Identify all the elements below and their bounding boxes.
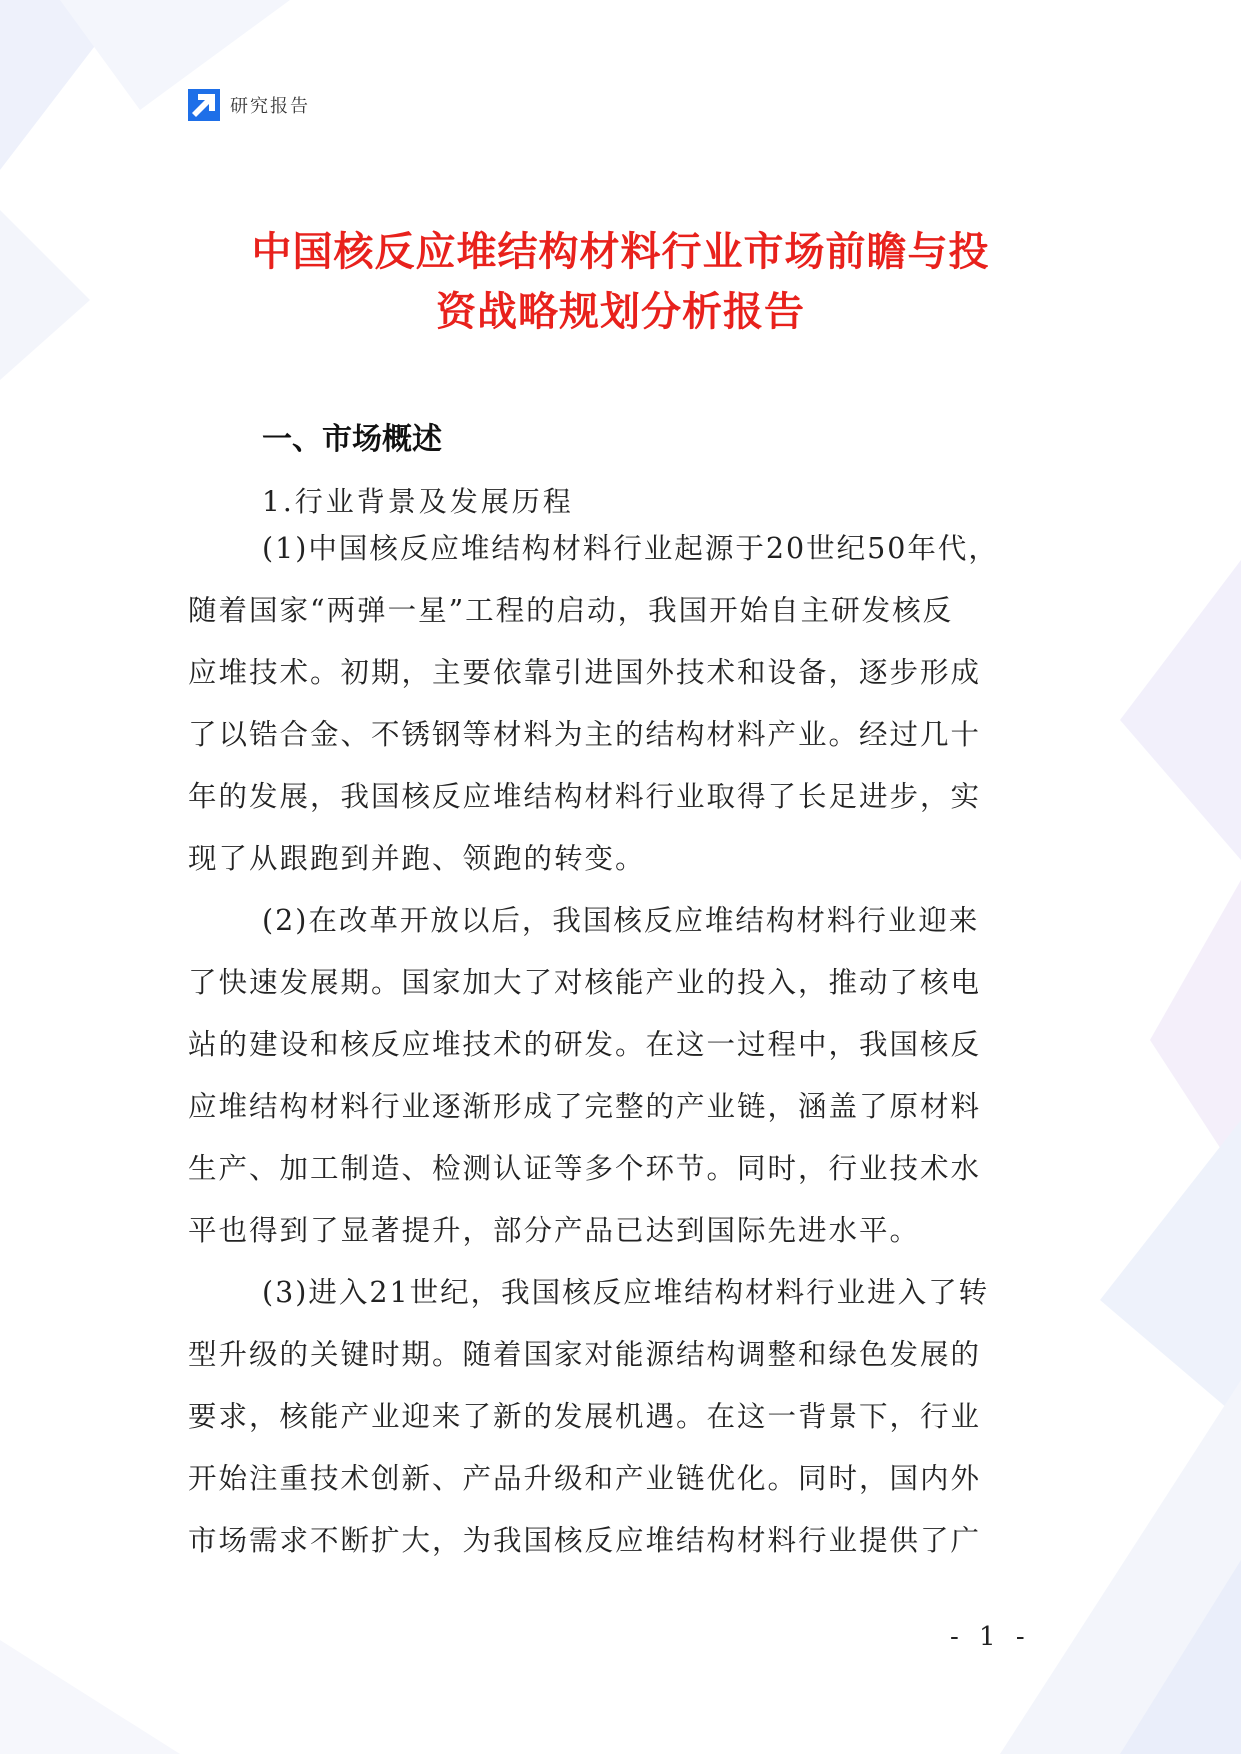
report-title: [190, 222, 1051, 342]
title-line: 资战略规划分析报告: [436, 289, 805, 335]
arrow-up-right-icon: [188, 89, 220, 121]
paragraph-line: (3)进入21世纪，我国核反应堆结构材料行业进入了转: [262, 1276, 990, 1309]
paragraph-line: 站的建设和核反应堆技术的研发。在这一过程中，我国核反: [188, 1028, 982, 1061]
paragraph-line: 平也得到了显著提升，部分产品已达到国际先进水平。: [188, 1214, 921, 1247]
subsection-heading: 1.行业背景及发展历程: [262, 485, 574, 518]
paragraph-line: (1)中国核反应堆结构材料行业起源于20世纪50年代，: [262, 532, 999, 565]
paragraph-line: 生产、加工制造、检测认证等多个环节。同时，行业技术水: [188, 1152, 982, 1185]
paragraph-line: 应堆技术。初期，主要依靠引进国外技术和设备，逐步形成: [188, 656, 982, 689]
brand-label: 研究报告: [230, 96, 310, 117]
paragraph-line: 开始注重技术创新、产品升级和产业链优化。同时，国内外: [188, 1462, 982, 1495]
paragraph: [188, 518, 1053, 890]
paragraph-line: 市场需求不断扩大，为我国核反应堆结构材料行业提供了广: [188, 1524, 982, 1557]
paragraph-line: 要求，核能产业迎来了新的发展机遇。在这一背景下，行业: [188, 1400, 982, 1433]
paragraph-line: (2)在改革开放以后，我国核反应堆结构材料行业迎来: [262, 904, 980, 937]
paragraph-line: 随着国家“两弹一星”工程的启动，我国开始自主研发核反: [188, 594, 954, 627]
paragraph: [188, 1262, 1053, 1572]
header-brand: [188, 89, 310, 121]
title-line: 中国核反应堆结构材料行业市场前瞻与投: [251, 229, 990, 275]
paragraph-line: 了快速发展期。国家加大了对核能产业的投入，推动了核电: [188, 966, 982, 999]
paragraph-line: 了以锆合金、不锈钢等材料为主的结构材料产业。经过几十: [188, 718, 982, 751]
paragraph: [188, 890, 1053, 1262]
paragraph-line: 型升级的关键时期。随着国家对能源结构调整和绿色发展的: [188, 1338, 982, 1371]
section-heading: 一、市场概述: [262, 422, 442, 457]
paragraph-line: 年的发展，我国核反应堆结构材料行业取得了长足进步，实: [188, 780, 982, 813]
page-number: - 1 -: [950, 1622, 1031, 1652]
paragraph-line: 应堆结构材料行业逐渐形成了完整的产业链，涵盖了原材料: [188, 1090, 982, 1123]
paragraph-line: 现了从跟跑到并跑、领跑的转变。: [188, 842, 646, 875]
